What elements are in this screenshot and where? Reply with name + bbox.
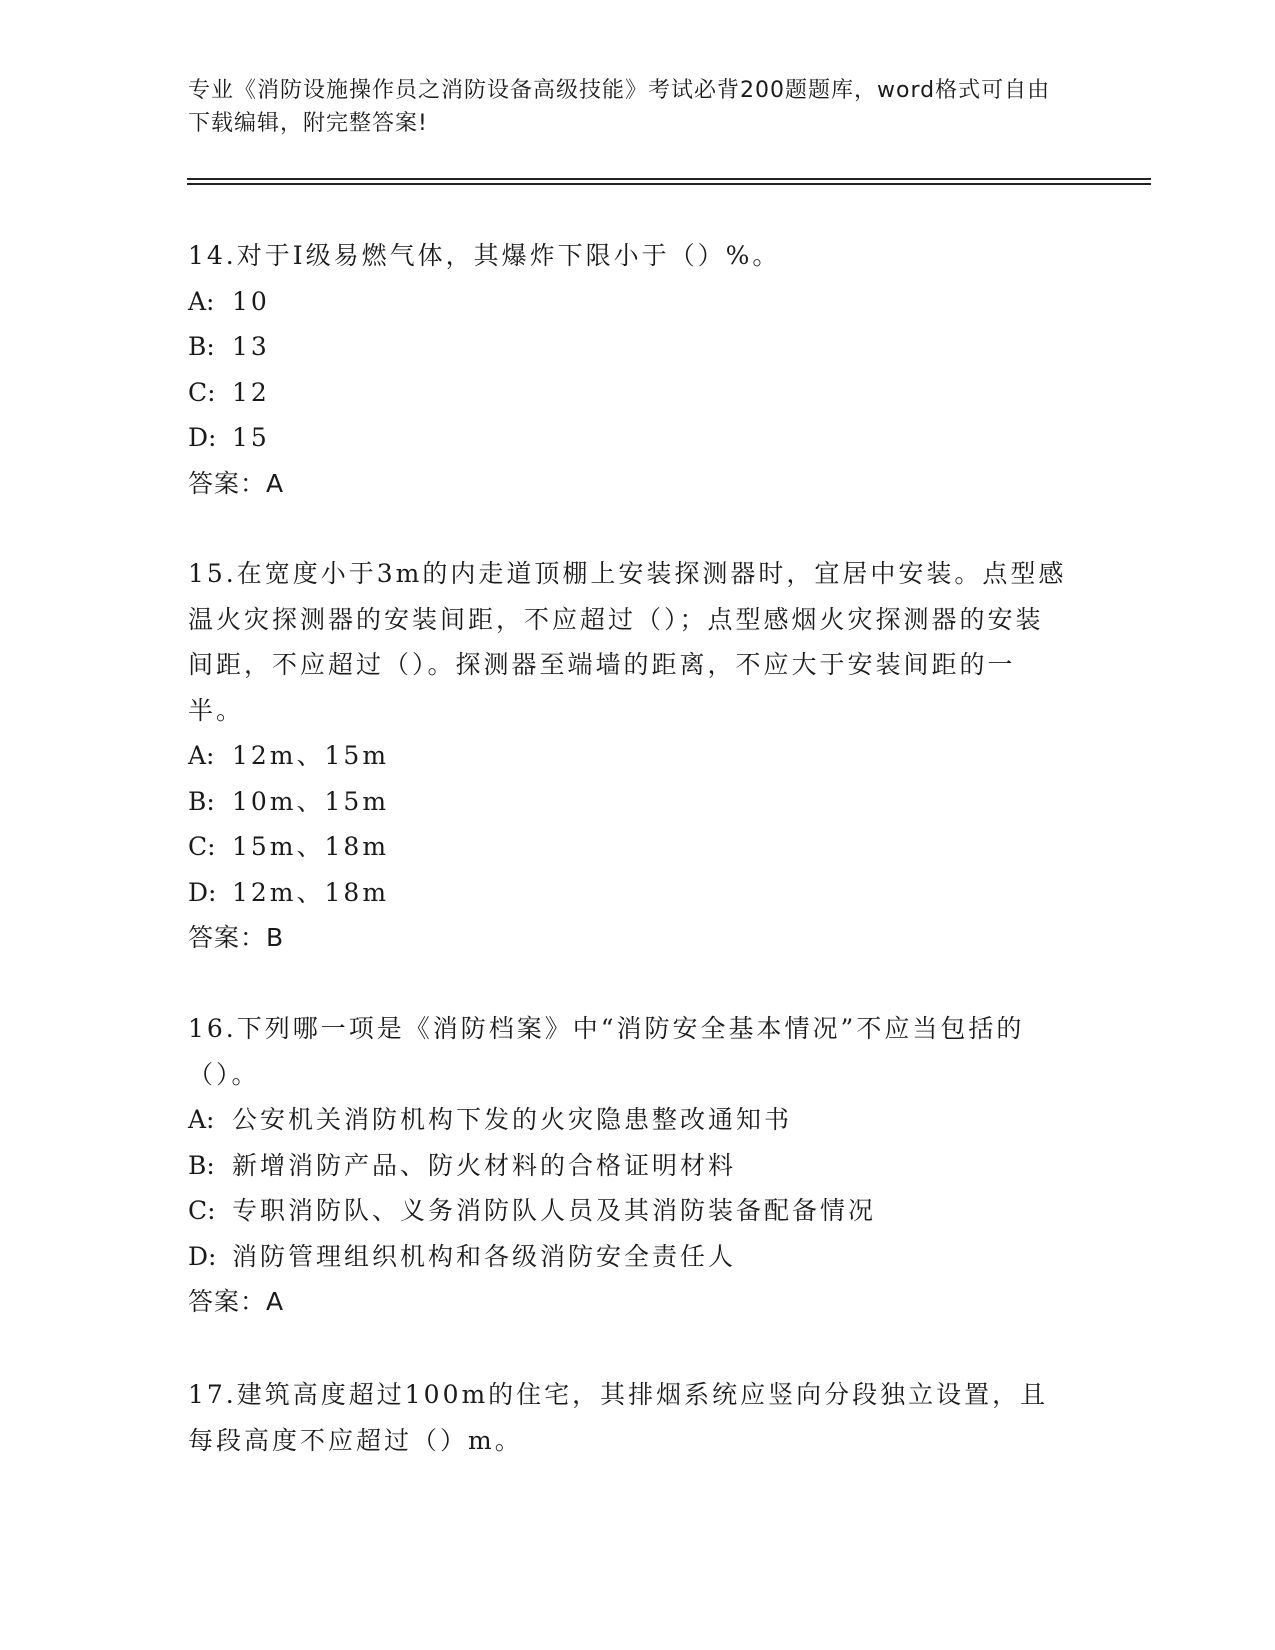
option-c xyxy=(188,1188,1068,1234)
document-header xyxy=(188,74,1068,140)
question-stem: 15.在宽度小于3m的内走道顶棚上安装探测器时，宜居中安装。点型感温火灾探测器的安装间距，不应超过（）；点型感烟火灾探测器的安装间距，不应超过（）。探测器至端墙的距离，不应大于安装间距的一半。 xyxy=(188,559,1067,725)
option-b xyxy=(188,779,1068,825)
option-key: B: xyxy=(188,1150,215,1180)
option-key: C: xyxy=(188,377,216,407)
option-text: 12m、18m xyxy=(232,877,390,907)
option-text: 13 xyxy=(232,332,270,361)
option-d xyxy=(188,1234,1068,1280)
option-text: 新增消防产品、防火材料的合格证明材料 xyxy=(232,1150,737,1180)
option-key: D: xyxy=(188,1241,217,1271)
option-key: B: xyxy=(188,332,215,361)
option-key: A: xyxy=(188,741,215,770)
answer-line: 答案：A xyxy=(188,468,285,498)
option-key: C: xyxy=(188,832,216,861)
option-a xyxy=(188,733,1068,779)
option-a xyxy=(188,279,1068,325)
option-c xyxy=(188,824,1068,870)
option-text: 12 xyxy=(232,377,270,407)
option-text: 15m、18m xyxy=(232,832,390,861)
option-text: 12m、15m xyxy=(232,741,390,770)
header-text: 专业《消防设施操作员之消防设备高级技能》考试必背200题题库，word格式可自由下载编辑，附完整答案! xyxy=(188,78,1051,136)
option-key: A: xyxy=(188,286,215,316)
question-17 xyxy=(188,1372,1068,1463)
option-text: 消防管理组织机构和各级消防安全责任人 xyxy=(232,1241,737,1271)
question-stem: 17.建筑高度超过100m的住宅，其排烟系统应竖向分段独立设置，且每段高度不应超过（）m。 xyxy=(188,1380,1049,1455)
option-text: 公安机关消防机构下发的火灾隐患整改通知书 xyxy=(232,1105,793,1134)
option-key: C: xyxy=(188,1196,216,1225)
option-key: A: xyxy=(188,1105,215,1134)
answer-line: 答案：A xyxy=(188,1287,285,1316)
option-key: B: xyxy=(188,786,215,816)
question-15 xyxy=(188,551,1068,961)
option-d xyxy=(188,870,1068,916)
header-divider-top xyxy=(187,178,1151,180)
option-text: 10m、15m xyxy=(232,786,390,816)
option-key: D: xyxy=(188,877,217,907)
header-divider-bottom xyxy=(187,183,1151,185)
question-stem: 16.下列哪一项是《消防档案》中“消防安全基本情况”不应当包括的（）。 xyxy=(188,1014,1025,1089)
answer-line: 答案：B xyxy=(188,923,285,952)
option-d xyxy=(188,415,1068,461)
option-text: 专职消防队、义务消防队人员及其消防装备配备情况 xyxy=(232,1196,877,1225)
option-a xyxy=(188,1097,1068,1143)
question-stem: 14.对于Ⅰ级易燃气体，其爆炸下限小于（）%。 xyxy=(188,241,781,270)
option-key: D: xyxy=(188,423,217,452)
option-c xyxy=(188,370,1068,416)
question-14 xyxy=(188,233,1068,506)
question-16 xyxy=(188,1006,1068,1325)
option-text: 15 xyxy=(232,423,270,452)
option-b xyxy=(188,1143,1068,1189)
option-text: 10 xyxy=(232,286,270,316)
option-b xyxy=(188,324,1068,370)
